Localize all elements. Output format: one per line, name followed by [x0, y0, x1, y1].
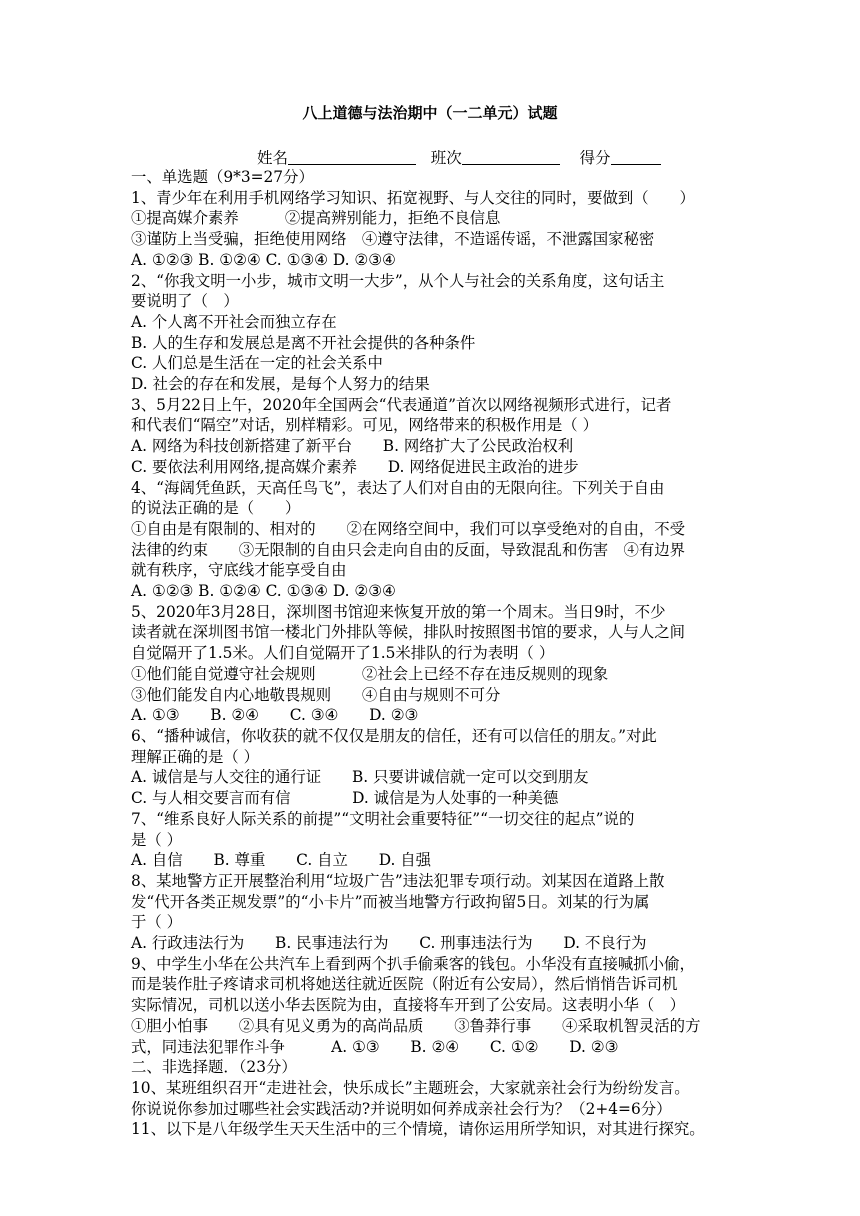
question-5-options: ③他们能发自内心地敬畏规则 ④自由与规则不可分: [131, 685, 501, 704]
question-2-choice-a: A. 个人离不开社会而独立存在: [131, 312, 337, 331]
question-3-choices: A. 网络为科技创新搭建了新平台 B. 网络扩大了公民政治权利: [131, 437, 574, 456]
question-11-stem: 11、以下是八年级学生天天生活中的三个情境，请你运用所学知识，对其进行探究。: [131, 1120, 705, 1139]
question-9-stem: 9、中学生小华在公共汽车上看到两个扒手偷乘客的钱包。小华没有直接喊抓小偷，: [131, 954, 695, 973]
question-5-stem: 5、2020年3月28日，深圳图书馆迎来恢复开放的第一个周末。当日9时，不少: [131, 602, 666, 621]
class-blank: [462, 148, 560, 165]
question-4-options: 就有秩序，守底线才能享受自由: [131, 561, 347, 580]
question-9-stem: 实际情况，司机以送小华去医院为由，直接将车开到了公安局。这表明小华（ ）: [131, 996, 686, 1015]
question-3-choices: C. 要依法利用网络,提高媒介素养 D. 网络促进民主政治的进步: [131, 457, 579, 476]
question-1-stem: 1、青少年在利用手机网络学习知识、拓宽视野、与人交往的同时，要做到（ ）: [131, 188, 695, 207]
question-4-options: ①自由是有限制的、相对的 ②在网络空间中，我们可以享受绝对的自由，不受: [131, 519, 686, 538]
question-7-stem: 7、“维系良好人际关系的前提”“文明社会重要特征”“一切交往的起点”说的: [131, 809, 635, 828]
question-5-stem: 自觉隔开了1.5米。人们自觉隔开了1.5米排队的行为表明（ ）: [131, 644, 555, 663]
question-3-stem: 3、5月22日上午，2020年全国两会“代表通道”首次以网络视频形式进行，记者: [131, 395, 672, 414]
question-5-choices: A. ①③ B. ②④ C. ③④ D. ②③: [131, 706, 419, 725]
section-heading: 二、非选择题．（23分）: [131, 1058, 297, 1077]
question-8-choices: A. 行政违法行为 B. 民事违法行为 C. 刑事违法行为 D. 不良行为: [131, 934, 647, 953]
question-1-options: ①提高媒介素养 ②提高辨别能力，拒绝不良信息: [131, 209, 501, 228]
section-heading: 一、单选题（9*3=27分）: [131, 168, 314, 186]
question-8-stem: 于（ ）: [131, 913, 183, 932]
score-label: 得分: [579, 149, 611, 167]
question-1-choices: A. ①②③ B. ①②④ C. ①③④ D. ②③④: [131, 250, 396, 269]
question-10-stem: 你说说你参加过哪些社会实践活动?并说明如何养成亲社会行为？（2+4=6分）: [131, 1099, 672, 1118]
question-3-stem: 和代表们“隔空”对话，别样精彩。可见，网络带来的积极作用是（ ）: [131, 416, 598, 435]
question-8-stem: 8、某地警方正开展整治利用“垃圾广告”违法犯罪专项行动。刘某因在道路上散: [131, 871, 665, 890]
question-4-choices: A. ①②③ B. ①②④ C. ①③④ D. ②③④: [131, 582, 396, 601]
question-6-choices: A. 诚信是与人交往的通行证 B. 只要讲诚信就一定可以交到朋友: [131, 768, 589, 787]
name-label: 姓名: [257, 149, 289, 167]
question-5-stem: 读者就在深圳图书馆一楼北门外排队等候，排队时按照图书馆的要求，人与人之间: [131, 623, 686, 642]
question-4-options: 法律的约束 ③无限制的自由只会走向自由的反面，导致混乱和伤害 ④有边界: [131, 540, 686, 559]
question-8-stem: 发“代开各类正规发票”的“小卡片”而被当地警方行政拘留5日。刘某的行为属: [131, 892, 650, 911]
question-7-choices: A. 自信 B. 尊重 C. 自立 D. 自强: [131, 851, 432, 870]
question-2-choice-d: D. 社会的存在和发展，是每个人努力的结果: [131, 375, 430, 394]
question-9-stem: 而是装作肚子疼请求司机将她送往就近医院（附近有公安局），然后悄悄告诉司机: [131, 975, 678, 994]
question-2-stem: 要说明了（ ）: [131, 292, 239, 311]
question-4-stem: 4、“海阔凭鱼跃，天高任鸟飞”，表达了人们对自由的无限向往。下列关于自由: [131, 478, 665, 497]
question-1-options: ③谨防上当受骗，拒绝使用网络 ④遵守法律，不造谣传谣，不泄露国家秘密: [131, 230, 655, 249]
question-2-stem: 2、“你我文明一小步，城市文明一大步”，从个人与社会的关系角度，这句话主: [131, 271, 665, 290]
class-label: 班次: [430, 149, 462, 167]
question-9-options: ①胆小怕事 ②具有见义勇为的高尚品质 ③鲁莽行事 ④采取机智灵活的方: [131, 1016, 701, 1035]
score-blank: [611, 148, 661, 165]
question-2-choice-c: C. 人们总是生活在一定的社会关系中: [131, 354, 383, 373]
question-4-stem: 的说法正确的是（ ）: [131, 499, 301, 518]
question-10-stem: 10、某班组织召开“走进社会，快乐成长”主题班会，大家就亲社会行为纷纷发言。: [131, 1078, 690, 1097]
question-5-options: ①他们能自觉遵守社会规则 ②社会上已经不存在违反规则的现象: [131, 664, 609, 683]
question-7-stem: 是（ ）: [131, 830, 183, 849]
student-info-line: [257, 146, 661, 168]
exam-title: 八上道德与法治期中（一二单元）试题: [302, 104, 558, 122]
question-6-stem: 理解正确的是（ ）: [131, 747, 260, 766]
exam-body: [131, 167, 751, 1140]
name-blank: [288, 148, 416, 165]
question-9-choices: 式，同违法犯罪作斗争 A. ①③ B. ②④ C. ①② D. ②③: [131, 1037, 619, 1056]
question-2-choice-b: B. 人的生存和发展总是离不开社会提供的各种条件: [131, 333, 476, 352]
question-6-stem: 6、“播种诚信，你收获的就不仅仅是朋友的信任，还有可以信任的朋友。”对此: [131, 726, 657, 745]
question-6-choices: C. 与人相交要言而有信 D. 诚信是为人处事的一种美德: [131, 789, 559, 808]
